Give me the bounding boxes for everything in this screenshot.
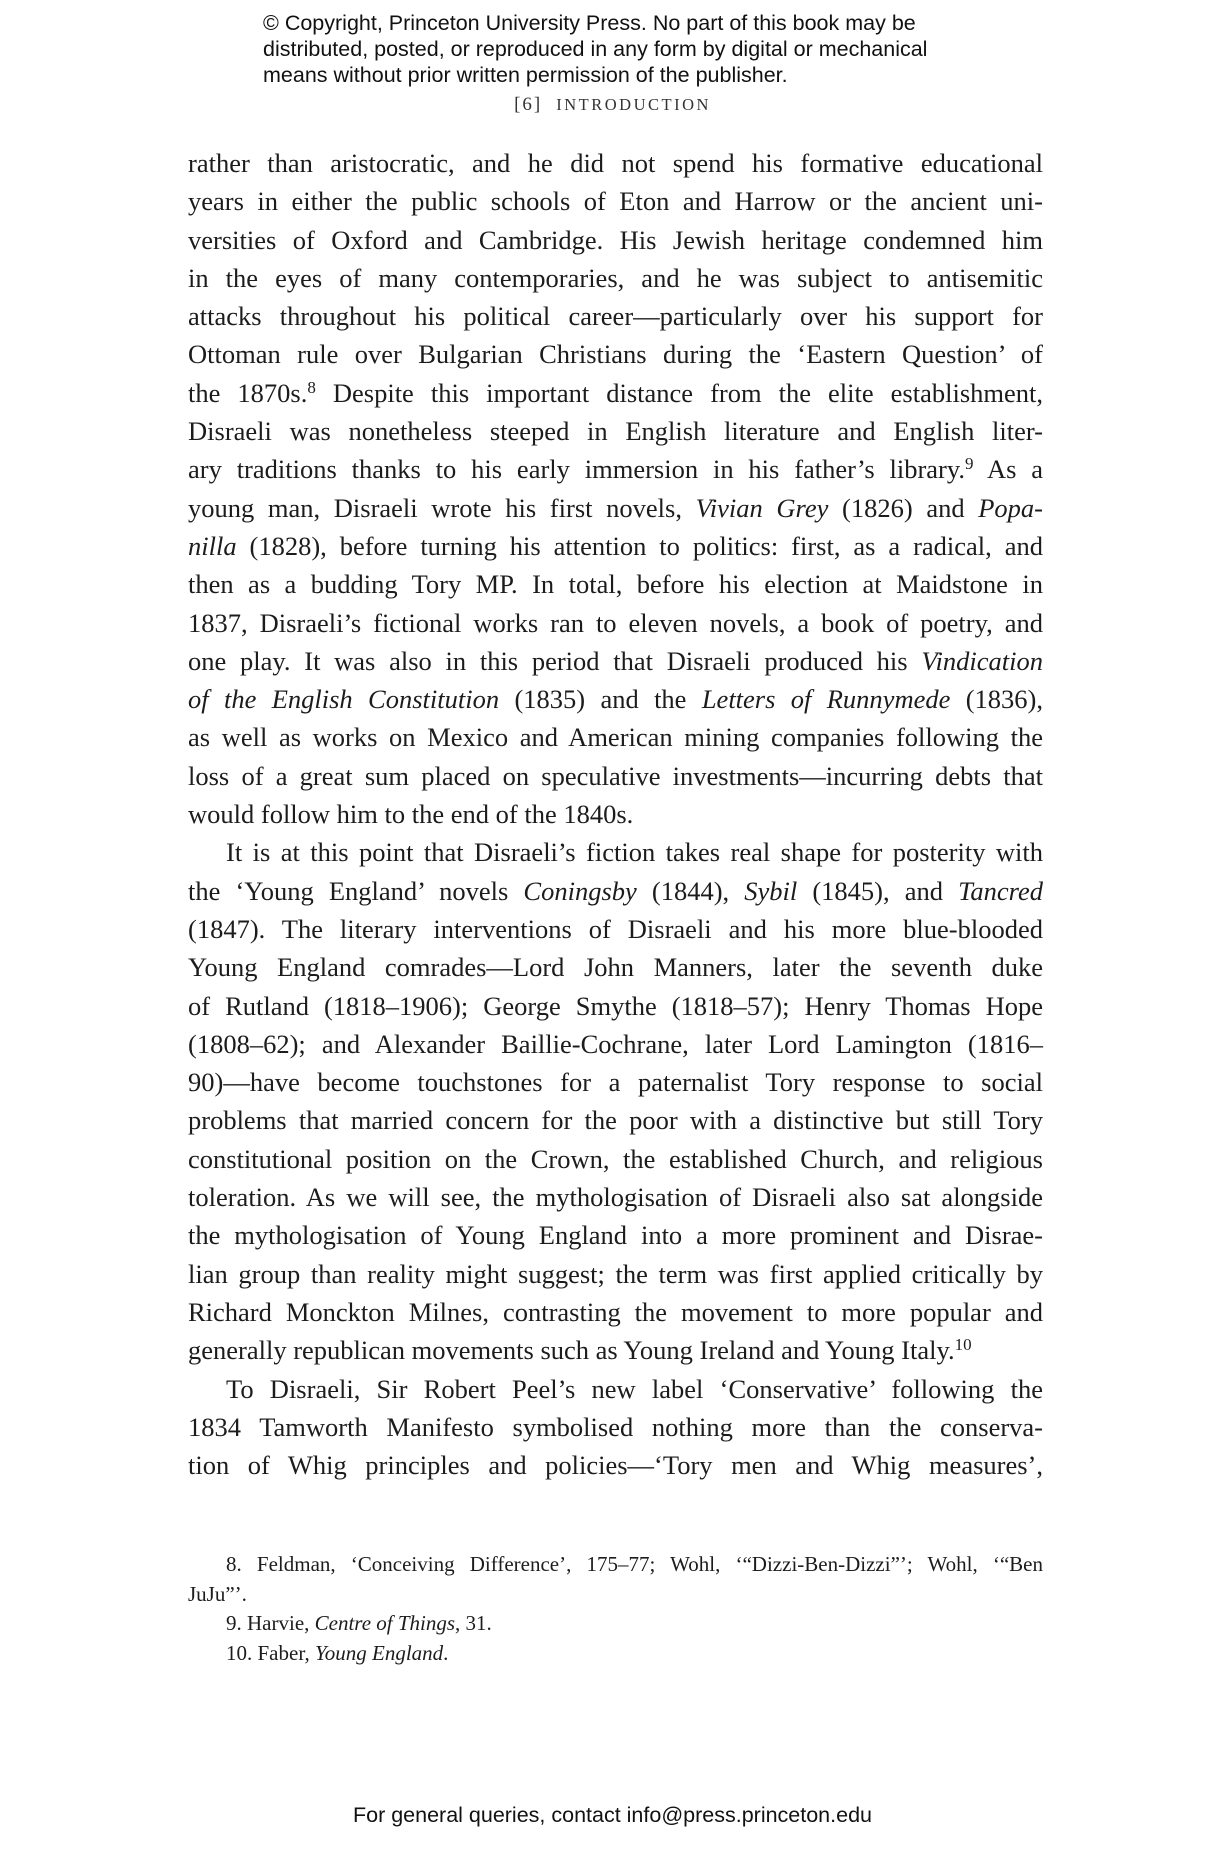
text-line: (1808–62); and Alexander Baillie-Cochrane, later Lord Lamington (1816– — [188, 1028, 1043, 1059]
text-line: constitutional position on the Crown, the established Church, and religious — [188, 1143, 1043, 1174]
book-title: Letters of Runnymede — [701, 684, 951, 715]
text-line: toleration. As we will see, the mythologisation of Disraeli also sat alongside — [188, 1182, 1043, 1213]
text-line: problems that married concern for the poor with a distinctive but still Tory — [188, 1105, 1043, 1136]
text-line: rather than aristocratic, and he did not spend his formative educational — [188, 148, 1043, 178]
text-run: (1844), — [636, 875, 745, 906]
text-line: then as a budding Tory MP. In total, before his election at Maidstone in — [188, 569, 1043, 600]
text-line: It is at this point that Disraeli’s fiction takes real shape for posterity with — [226, 837, 1043, 868]
running-head — [0, 94, 1225, 116]
book-title: Coningsby — [523, 875, 637, 906]
text-run: 9. Harvie, — [226, 1611, 315, 1635]
text-line: 90)—have become touchstones for a paternalist Tory response to social — [188, 1067, 1043, 1098]
text-line — [188, 374, 1043, 412]
text-run: (1828), before turning his attention to politics: first, as a radical, and — [236, 530, 1043, 561]
body-text — [188, 144, 1043, 1484]
text-line: would follow him to the end of the 1840s. — [188, 799, 634, 830]
text-line: loss of a great sum placed on speculative investments—incurring debts that — [188, 760, 1043, 791]
text-line: as well as works on Mexico and American mining companies following the — [188, 722, 1043, 753]
text-line: Ottoman rule over Bulgarian Christians during the ‘Eastern Question’ of — [188, 339, 1043, 370]
book-title: Vindication — [921, 645, 1043, 676]
text-line: (1847). The literary interventions of Disraeli and his more blue-blooded — [188, 913, 1043, 944]
text-line — [188, 642, 1043, 680]
chapter-title: INTRODUCTION — [556, 95, 711, 114]
book-title: Popa- — [978, 492, 1043, 523]
book-title: Sybil — [744, 875, 798, 906]
text-run: 10. Faber, — [226, 1640, 315, 1665]
book-title: nilla — [188, 530, 237, 561]
footnote-ref-10[interactable]: 10 — [954, 1335, 972, 1355]
text-line: lian group than reality might suggest; the term was first applied critically by — [188, 1258, 1043, 1289]
footnote-8-continued: JuJu”’. — [188, 1581, 247, 1606]
text-line: 1837, Disraeli’s fictional works ran to eleven novels, a book of poetry, and — [188, 607, 1043, 638]
footnotes — [188, 1550, 1043, 1668]
book-title: of the English Constitution — [188, 684, 500, 715]
text-line: Disraeli was nonetheless steeped in English literature and English liter- — [188, 416, 1043, 447]
text-line — [188, 527, 1043, 565]
copyright-line: means without prior written permission of the publisher. — [263, 63, 788, 87]
text-run: . — [443, 1640, 449, 1665]
book-title: Young England — [314, 1640, 444, 1665]
text-line: Young England comrades—Lord John Manners, later the seventh duke — [188, 952, 1043, 983]
text-line: Richard Monckton Milnes, contrasting the movement to more popular and — [188, 1296, 1043, 1327]
text-run: (1835) and the — [499, 684, 702, 715]
text-line — [188, 450, 1043, 488]
text-run: generally republican movements such as Young Ireland and Young Italy. — [188, 1335, 955, 1366]
text-run: young man, Disraeli wrote his first novels, — [188, 492, 696, 523]
footer-contact: For general queries, contact info@press.princeton.edu — [352, 1803, 872, 1827]
text-line: versities of Oxford and Cambridge. His Jewish heritage condemned him — [188, 224, 1043, 255]
footnote-9 — [188, 1609, 1043, 1639]
footnote-8: 8. Feldman, ‘Conceiving Difference’, 175–77; Wohl, ‘“Dizzi-Ben-Dizzi”’; Wohl, ‘“Ben — [226, 1552, 1043, 1576]
book-title: Vivian Grey — [695, 492, 829, 523]
text-run: one play. It was also in this period that Disraeli produced his — [188, 645, 922, 676]
page-number: [6] — [514, 94, 543, 115]
text-line: the mythologisation of Young England into a more prominent and Disrae- — [188, 1220, 1043, 1251]
text-run: (1836), — [950, 684, 1044, 715]
text-line: of Rutland (1818–1906); George Smythe (1818–57); Henry Thomas Hope — [188, 990, 1043, 1021]
text-line: To Disraeli, Sir Robert Peel’s new label ‘Conservative’ following the — [226, 1373, 1043, 1404]
footnote-ref-8[interactable]: 8 — [307, 377, 316, 397]
text-run: As a — [973, 454, 1044, 485]
text-line — [188, 489, 1043, 527]
copyright-line: distributed, posted, or reproduced in any form by digital or mechanical — [263, 37, 928, 61]
text-line — [188, 1331, 1043, 1369]
text-line: 1834 Tamworth Manifesto symbolised nothing more than the conserva- — [188, 1411, 1043, 1442]
text-line: years in either the public schools of Eton and Harrow or the ancient uni- — [188, 186, 1043, 217]
text-run: the 1870s. — [188, 377, 308, 408]
text-run: (1845), and — [797, 875, 959, 906]
book-title: Tancred — [958, 875, 1043, 906]
text-run: (1826) and — [828, 492, 979, 523]
book-title: Centre of Things — [314, 1611, 456, 1635]
text-run: , 31. — [455, 1611, 492, 1635]
text-line — [188, 872, 1043, 910]
copyright-notice — [263, 10, 1023, 88]
text-run: the ‘Young England’ novels — [188, 875, 524, 906]
text-line: attacks throughout his political career—particularly over his support for — [188, 301, 1043, 332]
text-line: tion of Whig principles and policies—‘Tory men and Whig measures’, — [188, 1450, 1043, 1481]
text-run: Despite this important distance from the elite establishment, — [315, 377, 1043, 408]
copyright-line: © Copyright, Princeton University Press. No part of this book may be — [263, 11, 916, 35]
footnote-10 — [188, 1639, 1043, 1669]
text-run: ary traditions thanks to his early immersion in his father’s library. — [188, 454, 966, 485]
text-line — [188, 680, 1043, 718]
text-line: in the eyes of many contemporaries, and he was subject to antisemitic — [188, 262, 1043, 293]
footnote-ref-9[interactable]: 9 — [965, 454, 974, 474]
